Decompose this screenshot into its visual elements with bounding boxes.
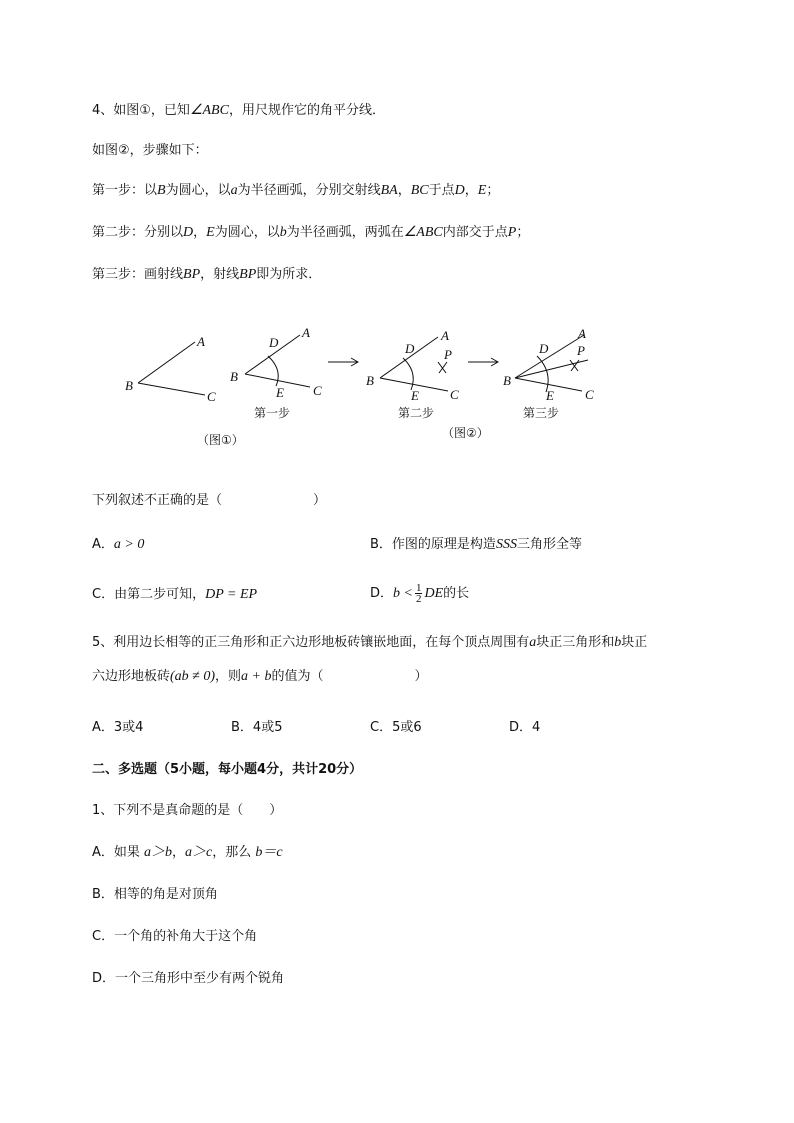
- caption-fig2: （图②）: [442, 426, 489, 440]
- q4-option-d: D．b < $\frac{1}{2}$ DE的长: [370, 582, 470, 605]
- q4-intro: 如图②，步骤如下：: [92, 143, 208, 158]
- s2-label-A: A: [441, 328, 449, 343]
- s2-label-P: P: [444, 347, 452, 362]
- s3-label-B: B: [503, 373, 511, 388]
- q4-question: 下列叙述不正确的是（ ）: [92, 493, 327, 508]
- q5-option-c: C．5或6: [370, 720, 422, 735]
- s3-label-D: D: [539, 341, 549, 356]
- mq1-option-d: D．一个三角形中至少有两个锐角: [92, 971, 285, 986]
- q5-option-d: D．4: [509, 720, 541, 735]
- fig1-label-A: A: [197, 334, 205, 349]
- q5-option-a: A．3或4: [92, 720, 144, 735]
- caption-step2: 第二步: [398, 406, 435, 420]
- q4-option-c: C．由第二步可知，DP = EP: [92, 587, 258, 602]
- s3-label-A: A: [578, 326, 586, 341]
- s1-label-B: B: [230, 369, 238, 384]
- s2-label-B: B: [366, 373, 374, 388]
- q5-stem-line1: 5、利用边长相等的正三角形和正六边形地板砖镶嵌地面，在每个顶点周围有a块正三角形和b块正: [92, 635, 648, 650]
- mq1-option-c: C．一个角的补角大于这个角: [92, 929, 258, 944]
- s3-label-E: E: [546, 388, 554, 403]
- q5-stem-line2: 六边形地板砖(ab ≠ 0)，则a + b的值为（ ）: [92, 669, 428, 684]
- s1-label-D: D: [269, 335, 279, 350]
- s2-label-E: E: [411, 388, 419, 403]
- q4-option-b: B．作图的原理是构造SSS三角形全等: [370, 537, 582, 552]
- q4-step3: 第三步：画射线BP，射线BP即为所求．: [92, 267, 322, 282]
- caption-step1: 第一步: [254, 406, 291, 420]
- s1-label-E: E: [276, 385, 284, 400]
- s1-label-A: A: [302, 325, 310, 340]
- construction-figure: [0, 320, 794, 480]
- mq1-option-a: A．如果 a＞b，a＞c，那么 b＝c: [92, 845, 283, 860]
- fraction-one-half: $\frac{1}{2}$: [415, 582, 422, 605]
- s1-label-C: C: [313, 383, 322, 398]
- s3-label-P: P: [577, 343, 585, 358]
- s3-label-C: C: [585, 387, 594, 402]
- fig1-label-B: B: [125, 378, 133, 393]
- q4-option-a: A．a > 0: [92, 537, 145, 552]
- caption-step3: 第三步: [523, 406, 560, 420]
- s2-label-C: C: [450, 387, 459, 402]
- section2-title: 二、多选题（5小题，每小题4分，共计20分）: [92, 762, 363, 777]
- fig1-label-C: C: [207, 389, 216, 404]
- s2-label-D: D: [405, 341, 415, 356]
- q4-stem: 4、如图①，已知∠ABC，用尺规作它的角平分线．: [92, 103, 385, 118]
- q4-step1: 第一步：以B为圆心，以a为半径画弧，分别交射线BA，BC于点D，E；: [92, 183, 500, 198]
- caption-fig1: （图①）: [197, 433, 244, 447]
- q5-option-b: B．4或5: [231, 720, 283, 735]
- mq1-option-b: B．相等的角是对顶角: [92, 887, 218, 902]
- q4-step2: 第二步：分别以D，E为圆心，以b为半径画弧，两弧在∠ABC内部交于点P；: [92, 225, 530, 240]
- mq1-stem: 1、下列不是真命题的是（ ）: [92, 803, 283, 818]
